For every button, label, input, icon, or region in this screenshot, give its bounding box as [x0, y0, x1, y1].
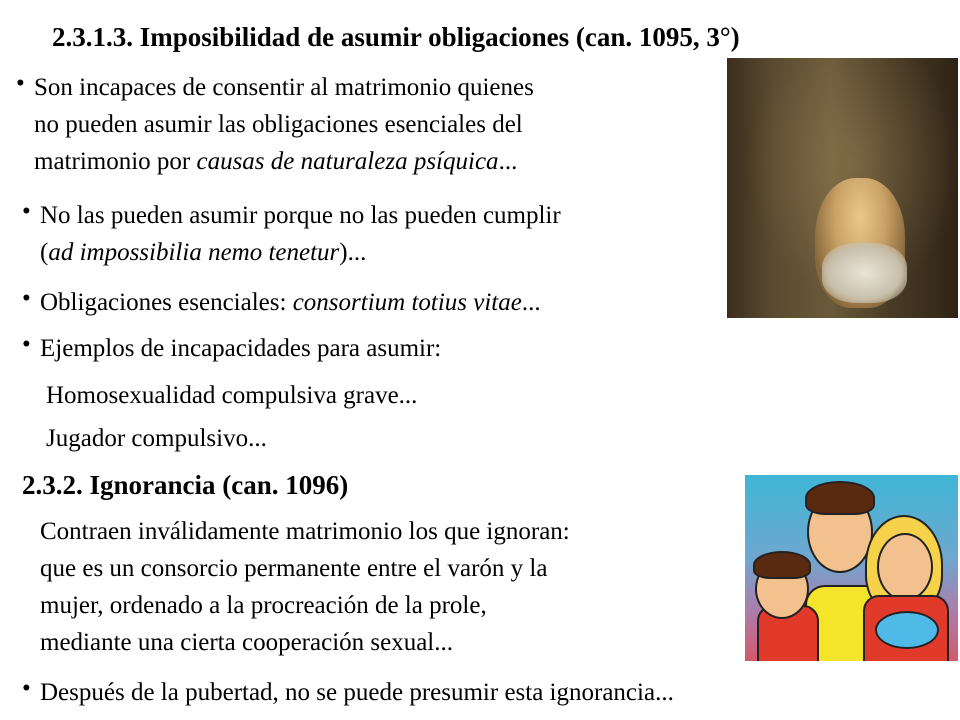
bullet-1-ellipsis: ... [498, 148, 518, 175]
paragraph-line-3: mujer, ordenado a la procreación de la prole, [40, 592, 487, 619]
bullet-3-text: Obligaciones esenciales: [40, 289, 293, 316]
bullet-3-latin-phrase: consortium totius vitae [292, 289, 522, 316]
bullet-4: Ejemplos de incapacidades para asumir: [40, 335, 442, 362]
bullet-5: Después de la pubertad, no se puede presumir esta ignorancia... [40, 679, 674, 706]
bullet-icon: • [16, 70, 25, 97]
bullet-1-line-1: Son incapaces de consentir al matrimonio quienes [34, 74, 534, 101]
bullet-2-line-2 [40, 234, 366, 271]
bullet-icon: • [22, 198, 31, 225]
bullet-1-line-2: no pueden asumir las obligaciones esenciales del [34, 111, 523, 138]
bullet-icon: • [22, 285, 31, 312]
bullet-2-line-1: No las pueden asumir porque no las pueden cumplir [40, 202, 561, 229]
bullet-2-open-paren: ( [40, 239, 49, 266]
section-heading-2-3-2: 2.3.2. Ignorancia (can. 1096) [22, 470, 349, 500]
bullet-1-line-3 [34, 143, 517, 180]
bullet-3 [40, 284, 541, 321]
bullet-2-close: )... [339, 239, 367, 266]
paragraph-line-4: mediante una cierta cooperación sexual... [40, 629, 454, 656]
example-2: Jugador compulsivo... [46, 425, 267, 452]
bullet-2-latin-phrase: ad impossibilia nemo tenetur [48, 239, 340, 266]
bullet-icon: • [22, 331, 31, 358]
paragraph-line-2: que es un consorcio permanente entre el varón y la [40, 555, 548, 582]
bullet-icon: • [22, 675, 31, 702]
bullet-3-ellipsis: ... [521, 289, 541, 316]
bullet-1-italic-phrase: causas de naturaleza psíquica [196, 148, 499, 175]
bullet-1-line-3-text: matrimonio por [34, 148, 197, 175]
crouching-woman-photo [727, 58, 958, 318]
paragraph-line-1: Contraen inválidamente matrimonio los que ignoran: [40, 518, 570, 545]
section-heading-2-3-1-3: 2.3.1.3. Imposibilidad de asumir obligaciones (can. 1095, 3°) [52, 22, 740, 52]
cartoon-family-illustration [745, 475, 958, 661]
example-1: Homosexualidad compulsiva grave... [46, 382, 418, 409]
